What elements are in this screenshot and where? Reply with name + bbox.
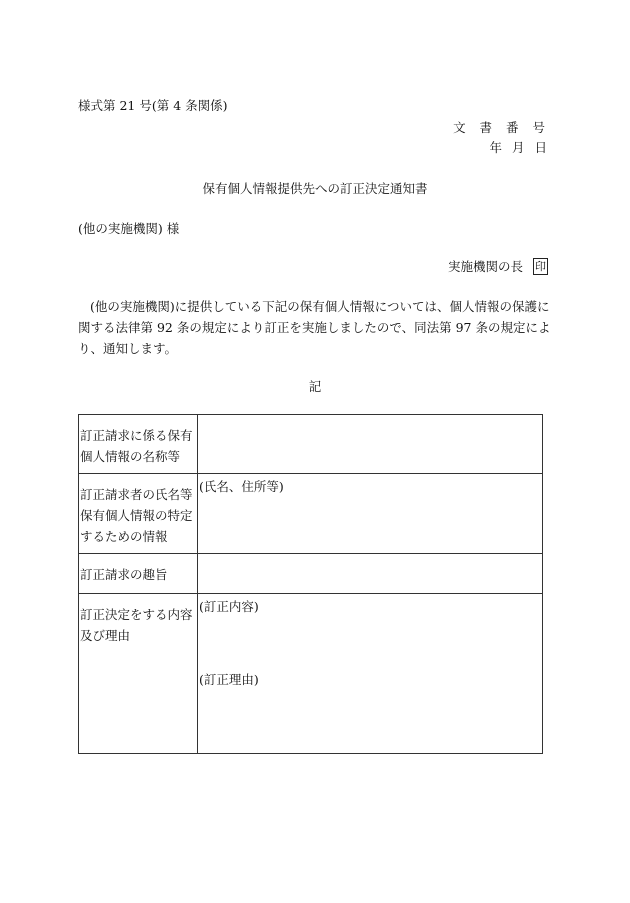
table-row bbox=[79, 474, 543, 554]
row-label-text: 訂正決定をする内容及び理由 bbox=[80, 607, 193, 643]
row-label bbox=[79, 594, 198, 754]
row-label bbox=[79, 554, 198, 594]
row-value bbox=[198, 554, 543, 594]
row-value bbox=[198, 594, 543, 754]
row-label-text: 訂正請求者の氏名等保有個人情報の特定するための情報 bbox=[80, 487, 193, 544]
row-label-text: 訂正請求に係る保有個人情報の名称等 bbox=[80, 428, 193, 464]
seal-icon: 印 bbox=[535, 259, 546, 273]
table-row bbox=[79, 554, 543, 594]
correction-content-label: (訂正内容) bbox=[199, 599, 259, 614]
sender bbox=[448, 257, 548, 275]
sender-label: 実施機関の長 bbox=[447, 259, 523, 274]
row-label bbox=[79, 474, 198, 554]
table-row bbox=[79, 594, 543, 754]
document-date: 年 月 日 bbox=[489, 140, 550, 155]
recipient: (他の実施機関) 様 bbox=[78, 221, 180, 236]
row-value: (氏名、住所等) bbox=[198, 474, 543, 554]
table-row bbox=[79, 415, 543, 474]
row-label-text: 訂正請求の趣旨 bbox=[80, 567, 168, 582]
document-number: 文 書 番 号 bbox=[453, 120, 550, 135]
record-table bbox=[78, 414, 543, 754]
body-paragraph: (他の実施機関)に提供している下記の保有個人情報については、個人情報の保護に関する法律第 92 条の規定により訂正を実施しましたので、同法第 97 条の規定により、通知します。 bbox=[78, 299, 551, 356]
row-value bbox=[198, 415, 543, 474]
ki-heading: 記 bbox=[308, 379, 322, 394]
document-title: 保有個人情報提供先への訂正決定通知書 bbox=[202, 181, 428, 196]
correction-reason-label: (訂正理由) bbox=[199, 672, 259, 687]
form-number: 様式第 21 号(第 4 条関係) bbox=[78, 98, 228, 113]
row-label bbox=[79, 415, 198, 474]
